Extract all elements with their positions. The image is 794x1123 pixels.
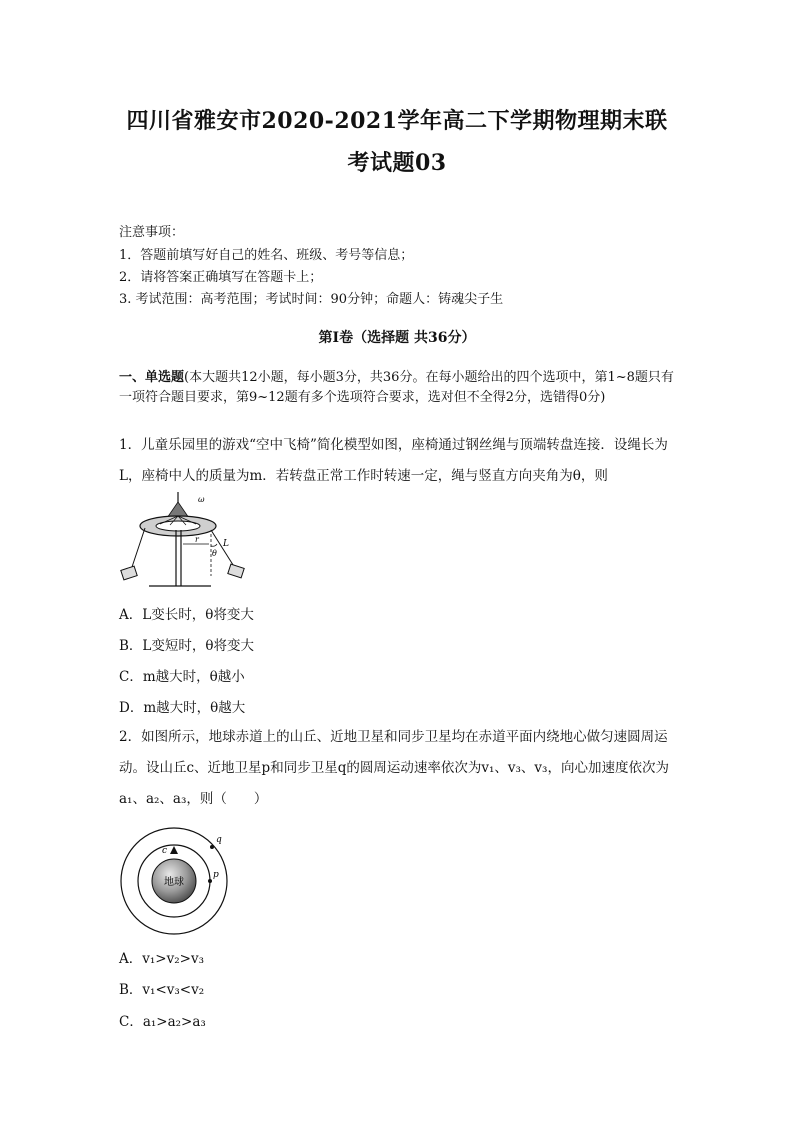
label-p: p — [213, 870, 219, 880]
label-omega: ω — [198, 495, 205, 504]
question-2-stem: 2．如图所示，地球赤道上的山丘、近地卫星和同步卫星均在赤道平面内绕地心做匀速圆周运动。设山丘c、近地卫星p和同步卫星q的圆周运动速率依次为v₁、v₃、v₃，向心加速度依次为a₁、a₂、a₃，则（ ） — [119, 729, 669, 807]
flying-chair-figure — [115, 490, 250, 590]
label-earth: 地球 — [164, 877, 184, 888]
section-title: 第I卷（选择题 共36分） — [318, 330, 476, 346]
exam-title-line2: 考试题03 — [347, 150, 447, 176]
label-L: L — [223, 539, 229, 549]
question-1-stem: 1．儿童乐园里的游戏“空中飞椅”简化模型如图，座椅通过钢丝绳与顶端转盘连接．设绳长为L，座椅中人的质量为m．若转盘正常工作时转速一定，绳与竖直方向夹角为θ，则 — [119, 437, 668, 484]
note-item-1: 1．答题前填写好自己的姓名、班级、考号等信息； — [119, 248, 414, 263]
part1-text: (本大题共12小题，每小题3分，共36分。在每小题给出的四个选项中，第1~8题只有一项符合题目要求，第9~12题有多个选项符合要求，选对但不全得2分，选错得0分) — [119, 370, 674, 405]
q1-option-d: D．m越大时，θ越大 — [119, 700, 246, 716]
label-r: r — [195, 535, 199, 544]
q2-option-c: C．a₁>a₂>a₃ — [119, 1014, 206, 1030]
part1-label: 一、单选题 — [119, 370, 185, 385]
notes-heading: 注意事项： — [119, 225, 185, 240]
label-q: q — [216, 835, 222, 845]
note-item-2: 2．请将答案正确填写在答题卡上； — [119, 270, 323, 285]
q1-option-b: B．L变短时，θ将变大 — [119, 638, 255, 654]
earth-satellite-figure — [118, 826, 230, 938]
note-item-3: 3. 考试范围：高考范围；考试时间：90分钟；命题人：铸魂尖子生 — [119, 292, 504, 307]
label-theta: θ — [212, 549, 217, 558]
q1-option-a: A．L变长时，θ将变大 — [119, 607, 254, 623]
q2-option-b: B．v₁<v₃<v₂ — [119, 982, 205, 998]
q1-option-c: C．m越大时，θ越小 — [119, 669, 245, 685]
part1-instructions — [119, 368, 679, 408]
exam-title-line1: 四川省雅安市2020-2021学年高二下学期物理期末联 — [126, 108, 668, 134]
q2-option-a: A．v₁>v₂>v₃ — [119, 951, 204, 967]
label-c: c — [162, 846, 168, 856]
